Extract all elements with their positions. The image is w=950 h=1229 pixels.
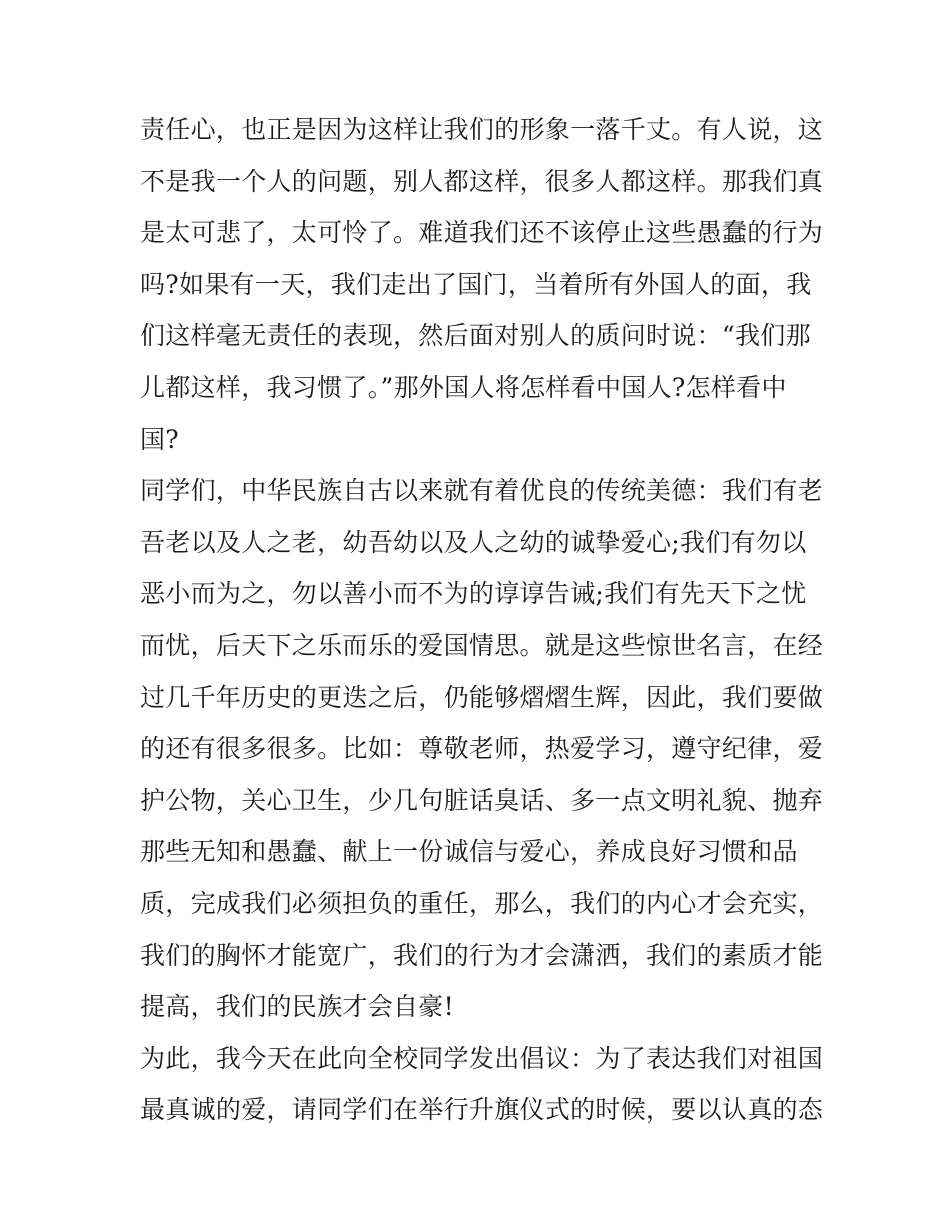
text-line: 那些无知和愚蠢、献上一份诚信与爱心，养成良好习惯和品 [140, 837, 798, 867]
text-line: 不是我一个人的问题，别人都这样，很多人都这样。那我们真 [140, 166, 824, 196]
text-line: 吾老以及人之老，幼吾幼以及人之幼的诚挚爱心;我们有勿以 [140, 527, 807, 557]
text-line: 而忧，后天下之乐而乐的爱国情思。就是这些惊世名言，在经 [140, 630, 824, 660]
text-line: 过几千年历史的更迭之后，仍能够熠熠生辉，因此，我们要做 [140, 682, 824, 712]
text-line: 儿都这样，我习惯了。”那外国人将怎样看中国人?怎样看中 [140, 372, 787, 402]
text-line: 恶小而为之，勿以善小而不为的谆谆告诫;我们有先天下之忧 [140, 579, 807, 609]
text-line: 提高，我们的民族才会自豪! [140, 992, 454, 1022]
text-line: 吗?如果有一天，我们走出了国门，当着所有外国人的面，我 [140, 269, 812, 299]
text-line: 责任心，也正是因为这样让我们的形象一落千丈。有人说，这 [140, 115, 824, 144]
text-line: 我们的胸怀才能宽广，我们的行为才会潇洒，我们的素质才能 [140, 940, 824, 970]
text-line: 护公物，关心卫生，少几句脏话臭话、多一点文明礼貌、抛弃 [140, 785, 824, 815]
text-line: 为此，我今天在此向全校同学发出倡议：为了表达我们对祖国 [140, 1043, 824, 1073]
text-line: 质，完成我们必须担负的重任，那么，我们的内心才会充实， [140, 888, 824, 918]
text-line: 国? [140, 424, 180, 454]
text-line: 的还有很多很多。比如：尊敬老师，热爱学习，遵守纪律，爱 [140, 734, 824, 764]
text-line: 同学们，中华民族自古以来就有着优良的传统美德：我们有老 [140, 476, 824, 506]
text-line: 们这样毫无责任的表现，然后面对别人的质问时说：“我们那 [140, 321, 811, 351]
text-line: 最真诚的爱，请同学们在举行升旗仪式的时候，要以认真的态 [140, 1095, 824, 1125]
text-line: 是太可悲了，太可怜了。难道我们还不该停止这些愚蠢的行为 [140, 218, 824, 248]
document-body [140, 104, 824, 1136]
